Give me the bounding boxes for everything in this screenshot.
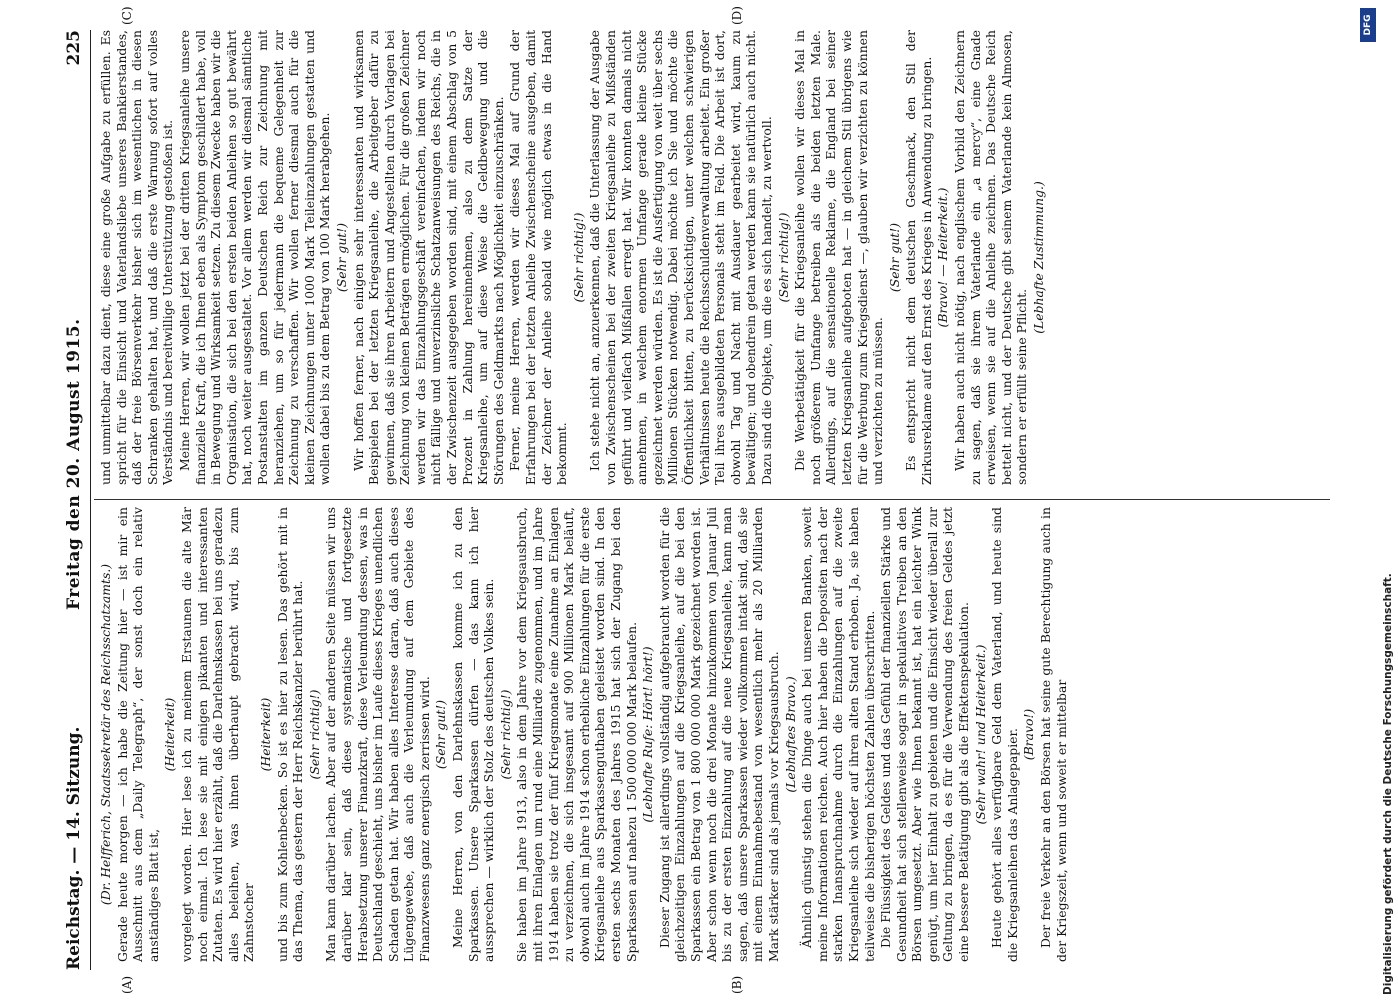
- margin-letter-b: (B): [730, 975, 744, 994]
- paragraph: Ich stehe nicht an, anzuerkennen, daß die Unterlassung der Ausgabe von Zwischenscheinen bei der zweiten Kriegsanleihe zu Mißständen geführt und vielfach Mißfallen erregt hat. Wir konnten damals nicht annehmen, in welchem enormen Umfange gerade kleine Stücke gezeichnet werden würden. Es ist die Ausfertigung von weit über sechs Millionen Stücken notwendig. Dabei möchte ich Sie und möchte die Öffentlichkeit bitten, zu berücksichtigen, unter welchen schwierigen Verhältnissen heute die Reichsschuldenverwaltung arbeitet. Ein großer Teil ihres ausgebildeten Personals steht im Feld. Die Arbeit ist dort, obwohl Tag und Nacht mit Ausdauer gearbeitet wird, kaum zu bewältigen; und obendrein getan werden kann sie natürlich auch nicht. Dazu sind die Objekte, um die es sich handelt, zu wertvoll.: [587, 30, 774, 485]
- margin-letter-a: (A): [120, 975, 134, 994]
- page-header: [60, 30, 88, 970]
- dfg-logo-text: DFG: [1363, 14, 1373, 36]
- page-number: 225: [64, 30, 84, 66]
- interjection: (Dr. Helfferich, Staatssekretär des Reichsschatzamts.): [98, 563, 113, 906]
- interjection: (Sehr wahr! und Heiterkeit.): [972, 644, 988, 825]
- paragraph: und unmittelbar dazu dient, diese eine große Aufgabe zu erfüllen. Es spricht für die Einsicht und Vaterlandsliebe unseres Bankierstandes, daß der freie Börsenverkehr bisher sich im wesentlichen in diesen Schranken gehalten hat, und daß die erste Warnung sofort auf volles Verständnis und bereitwillige Unterstützung gestoßen ist.: [98, 30, 176, 485]
- margin-letter-c: (C): [120, 6, 134, 25]
- interjection: (Sehr gut!): [886, 222, 902, 293]
- paragraph: Der freie Verkehr an den Börsen hat seine gute Berechtigung auch in der Kriegszeit, wenn und soweit er mittelbar: [1038, 507, 1069, 962]
- interjection: (Sehr gut!): [333, 222, 349, 293]
- interjection: (Lebhafte Rufe: Hört! hört!): [640, 646, 656, 823]
- dfg-logo: [1360, 8, 1376, 42]
- paragraph: Die Werbetätigkeit für die Kriegsanleihe wollen wir dieses Mal in noch größerem Umfange betreiben als die beiden letzten Male. Allerdings, auf die sensationelle Reklame, die England bei seiner letzten Kriegsanleihe aufgeboten hat — in gleichem Stil übrigens wie für die Werbung zum Kriegsdienst —, glauben wir verzichten zu können und verzichten zu müssen.: [792, 30, 886, 485]
- interjection: (Sehr richtig!): [775, 212, 791, 303]
- interjection: (Bravo!): [1021, 708, 1037, 761]
- paragraph: vorgelegt worden. Hier lese ich zu meinem Erstaunen die alte Mär noch einmal. Ich lese sie mit einigen pikanten und interessanten Zutaten. Es wird hier erzählt, daß die Darlehnskassen bei uns geradezu alles beleihen, was ihnen überhaupt gebracht wird, bis zum Zahnstocher: [178, 507, 257, 962]
- header-rule: [90, 30, 91, 970]
- paragraph: Ferner, meine Herren, werden wir dieses Mal auf Grund der Erfahrungen bei der letzten Anleihe Zwischenscheine ausgeben, damit der Zeichner der Anleihe sobald wie möglich etwas in die Hand bekommt.: [507, 30, 570, 485]
- column-divider: [94, 499, 1330, 500]
- interjection: (Lebhafte Zustimmung.): [1031, 181, 1047, 334]
- interjection: (Sehr richtig!): [306, 689, 322, 780]
- margin-letter-d: (D): [730, 6, 744, 25]
- document-page: [40, 0, 1340, 1000]
- paragraph: Wir haben auch nicht nötig, nach englischem Vorbild den Zeichnern zu sagen, daß sie ihrem Vaterlande ein „a mercy“, eine Gnade erweisen, wenn sie auf die Anleihe zeichnen. Das Deutsche Reich bettelt nicht, und der Deutsche gibt seinem Vaterlande kein Almosen, sondern er erfüllt seine Pflicht.: [952, 30, 1030, 485]
- interjection: (Heiterkeit): [162, 697, 178, 772]
- right-column: [98, 30, 1323, 485]
- interjection: (Sehr richtig!): [497, 689, 513, 780]
- digitization-credit: [1352, 0, 1394, 1000]
- paragraph: Die Flüssigkeit des Geldes und das Gefühl der finanziellen Stärke und Gesundheit hat sich stellenweise sogar in spekulatives Treiben an den Börsen umgesetzt. Aber wie Ihnen bekannt ist, hat ein leichter Wink genügt, um hier Einhalt zu gebieten und die Einsicht wieder überall zur Geltung zu bringen, da es für die Verwendung des freien Geldes jetzt eine bessere Betätigung gibt als die Effektenspekulation.: [878, 507, 972, 962]
- interjection: (Heiterkeit): [257, 697, 273, 772]
- credit-text: Digitalisierung gefördert durch die Deutsche Forschungsgemeinschaft.: [1382, 573, 1394, 995]
- paragraph: Ähnlich günstig stehen die Dinge auch bei unseren Banken, soweit meine Informationen reichen. Auch hier haben die Depositen nach der starken Inanspruchnahme durch die Einzahlungen auf die zweite Kriegsanleihe sich wieder auf ihren alten Stand erhoben. Ja, sie haben teilweise die bisherigen höchsten Zahlen überschritten.: [799, 507, 877, 962]
- paragraph: Meine Herren, wir wollen jetzt bei der dritten Kriegsanleihe unsere finanzielle Kraft, die ich Ihnen eben als Symptom geschildert habe, voll in Bewegung und Wirksamkeit setzen. Zu diesem Zwecke haben wir die Organisation, die sich bei den ersten beiden Anleihen so gut bewährt hat, noch weiter ausgestaltet. Vor allem werden wir diesmal sämtliche Postanstalten im ganzen Deutschen Reich zur Zeichnung mit heranziehen, um so für jedermann die bequeme Gelegenheit zur Zeichnung zu verschaffen. Wir wollen ferner diesmal auch für die kleinen Zeichnungen unter 1000 Mark Teileinzahlungen gestatten und wollen dabei bis zu dem Betrag von 100 Mark herabgehen.: [176, 30, 333, 485]
- paragraph: Sie haben im Jahre 1913, also in dem Jahre vor dem Kriegsausbruch, mit ihren Einlagen um rund eine Milliarde zugenommen, und im Jahre 1914 haben sie trotz der fünf Kriegsmonate eine Zunahme an Einlagen zu verzeichnen, die sich insgesamt auf 900 Millionen Mark beläuft, obwohl auch im Jahre 1914 schon erhebliche Einzahlungen für die erste Kriegsanleihe aus Sparkassenguthaben geleistet worden sind. In den ersten sechs Monaten des Jahres 1915 hat sich der Zugang bei den Sparkassen auf nahezu 1 500 000 000 Mark belaufen.: [514, 507, 639, 962]
- paragraph: Wir hoffen ferner, nach einigen sehr interessanten und wirksamen Beispielen bei der letzten Kriegsanleihe, die Arbeitgeber dafür zu gewinnen, daß sie ihren Arbeitern und Angestellten durch Vorlagen bei Zeichnung von kleinen Beträgen ermöglichen. Für die großen Zeichner werden wir das Einzahlungsgeschäft vereinfachen, indem wir noch nicht fällige und unverzinsliche Schatzanweisungen des Reichs, die in der Zwischenzeit ausgegeben worden sind, mit einem Abschlag von 5 Prozent in Zahlung hereinnehmen, also zu dem Satze der Kriegsanleihe, um auf diese Weise die Geldbewegung und die Störungen des Geldmarkts nach Möglichkeit einzuschränken.: [350, 30, 506, 485]
- paragraph: Gerade heute morgen — ich habe die Zeitung hier — ist mir ein Ausschnitt aus dem „Daily Telegraph“, der sonst doch ein relativ anständiges Blatt ist,: [114, 507, 161, 962]
- paragraph: Dieser Zugang ist allerdings vollständig aufgebraucht worden für die gleichzeitigen Einzahlungen auf die Kriegsanleihe, auf die bei den Sparkassen ein Betrag von 1 800 000 000 Mark gezeichnet worden ist. Aber schon wenn noch die drei Monate hinzukommen von Januar Juli bis zu der ersten Einzahlung auf die neue Kriegsanleihe, kann man sagen, daß unsere Sparkassen wieder vollkommen intakt sind, daß sie mit einem Einnahmebestand von wesentlich mehr als 20 Milliarden Mark stärker sind als jemals vor Kriegsausbruch.: [656, 507, 781, 962]
- paragraph: Heute gehört alles verfügbare Geld dem Vaterland, und heute sind die Kriegsanleihen das Anlagepapier.: [989, 507, 1020, 962]
- interjection: (Sehr gut!): [433, 699, 449, 770]
- header-date: Freitag den 20. August 1915.: [64, 318, 84, 610]
- interjection: (Bravo! — Heiterkeit.): [935, 187, 951, 328]
- interjection: (Sehr richtig!): [570, 212, 586, 303]
- header-left: Reichstag. — 14. Sitzung.: [64, 726, 84, 970]
- paragraph: Meine Herren, von den Darlehnskassen komme ich zu den Sparkassen. Unsere Sparkassen dürfen — das kann ich hier aussprechen — wirklich der Stolz des deutschen Volkes sein.: [450, 507, 497, 962]
- paragraph: Man kann darüber lachen. Aber auf der anderen Seite müssen wir uns darüber klar sein, daß diese systematische und fortgesetzte Herabsetzung unserer Finanzkraft, diese Verleumdung dessen, was in Deutschland geschieht, uns bisher im Laufe dieses Krieges unendlichen Schaden getan hat. Wir haben alles Interesse daran, daß auch dieses Lügengewebe, daß auch die Verleumdung auf dem Gebiete des Finanzwesens ganz energisch zerrissen wird.: [323, 507, 432, 962]
- interjection: (Lebhaftes Bravo.): [782, 676, 798, 793]
- left-column: [98, 507, 1323, 962]
- paragraph: Es entspricht nicht dem deutschen Geschmack, den Stil der Zirkusreklame auf den Ernst des Krieges in Anwendung zu bringen.: [903, 30, 934, 485]
- paragraph: und bis zum Kohlenbecken. So ist es hier zu lesen. Das gehört mit in das Thema, das gestern der Herr Reichskanzler berührt hat.: [274, 507, 306, 962]
